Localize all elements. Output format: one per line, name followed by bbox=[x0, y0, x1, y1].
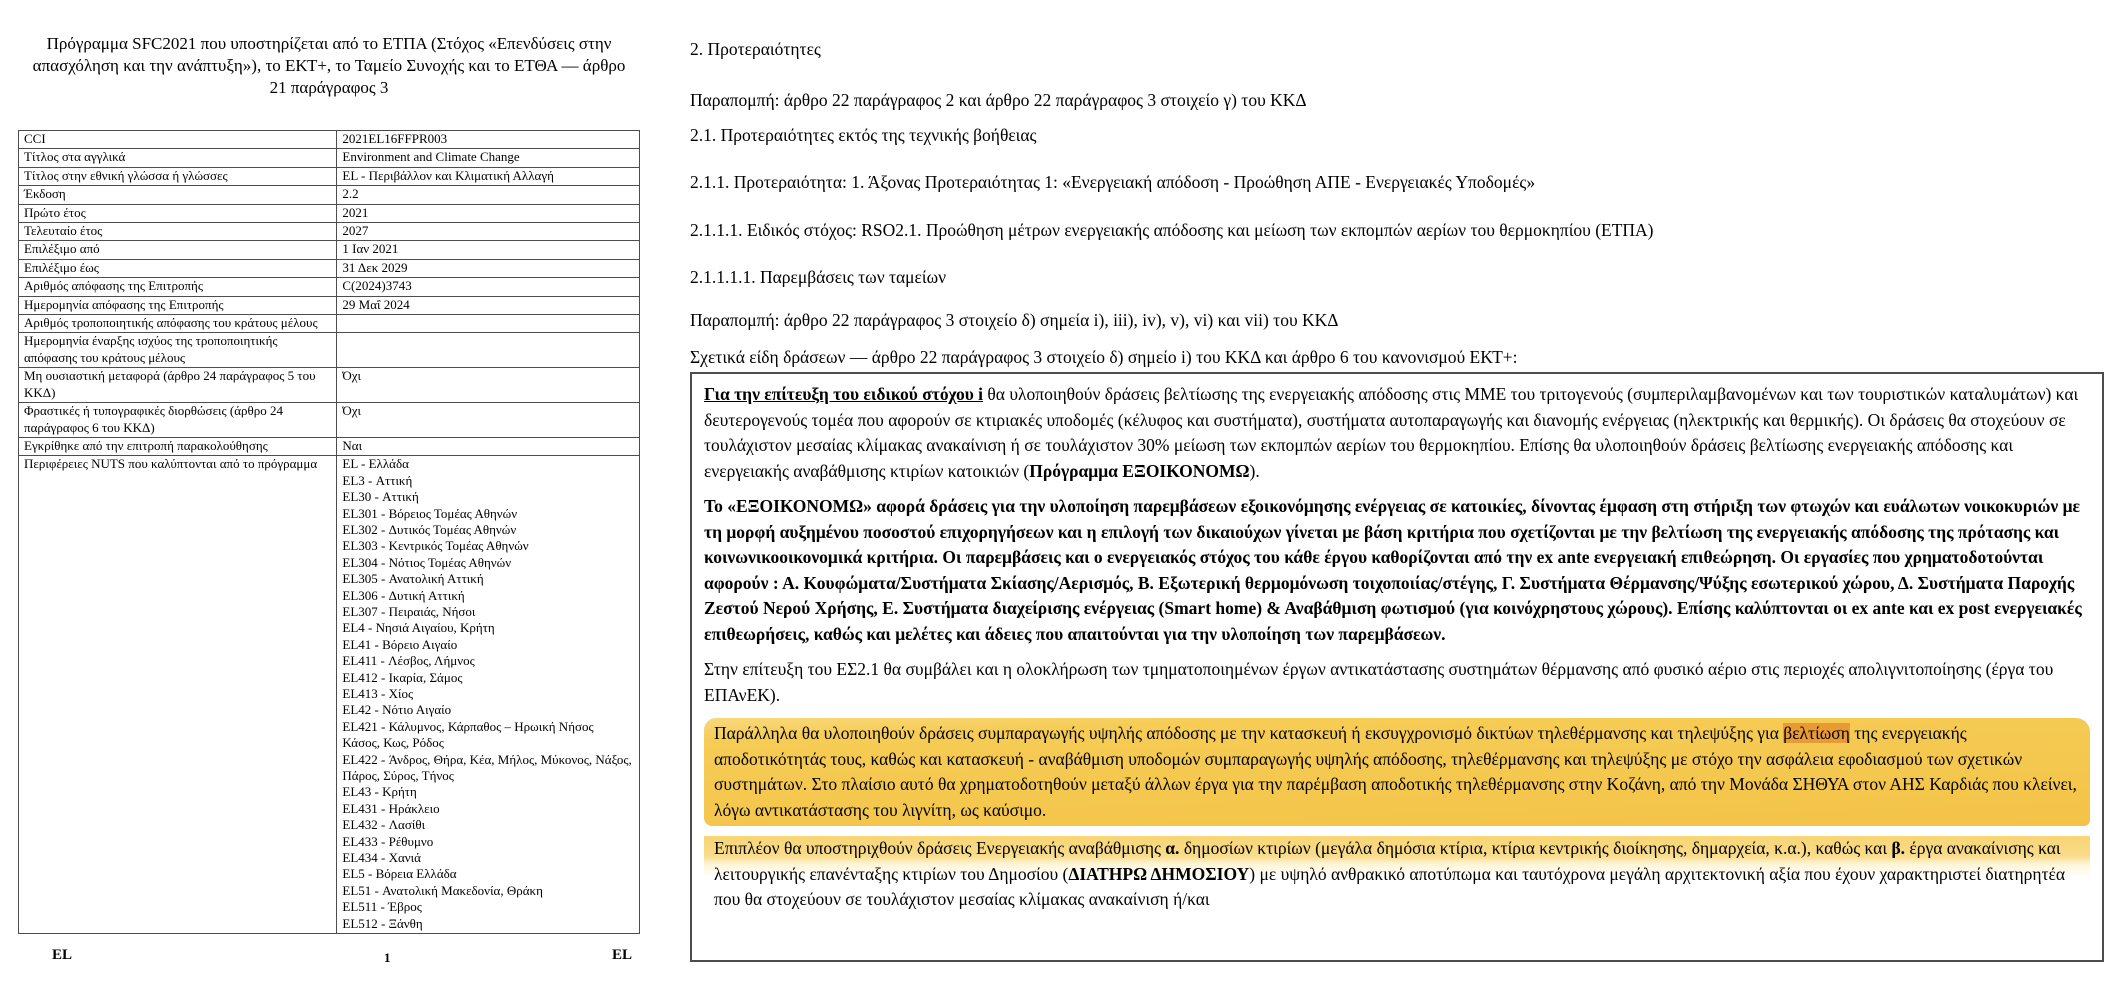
nuts-region: EL512 - Ξάνθη bbox=[342, 915, 423, 931]
nuts-region: EL302 - Δυτικός Τομέας Αθηνών bbox=[342, 521, 517, 537]
row-label: CCI bbox=[19, 131, 337, 149]
row-value: Όχι bbox=[337, 403, 640, 438]
row-label: Πρώτο έτος bbox=[19, 204, 337, 222]
row-label: Τίτλος στην εθνική γλώσσα ή γλώσσες bbox=[19, 167, 337, 185]
row-label: Αριθμός απόφασης της Επιτροπής bbox=[19, 278, 337, 296]
nuts-region: EL304 - Νότιος Τομέας Αθηνών bbox=[342, 554, 512, 570]
nuts-region: EL511 - Έβρος bbox=[342, 899, 422, 915]
row-label: Ημερομηνία απόφασης της Επιτροπής bbox=[19, 296, 337, 314]
row-value bbox=[337, 315, 640, 333]
row-value: Ναι bbox=[337, 437, 640, 455]
heading-specific-objective: 2.1.1.1. Ειδικός στόχος: RSO2.1. Προώθηση μέτρων ενεργειακής απόδοσης και μείωση των εκπομπών αερίων του θερμοκηπίου (ΕΤΠΑ) bbox=[690, 220, 1654, 240]
heading-action-types: Σχετικά είδη δράσεων — άρθρο 22 παράγραφος 3 στοιχείο δ) σημείο i) του ΚΚΔ και άρθρο 6 του κανονισμού ΕΚΤ+: bbox=[690, 347, 1518, 367]
table-row bbox=[19, 204, 640, 222]
nuts-region: EL42 - Νότιο Αιγαίο bbox=[342, 702, 452, 718]
row-value bbox=[337, 333, 640, 368]
paragraph-es21 bbox=[704, 657, 2090, 708]
info-table-body bbox=[19, 131, 640, 934]
nuts-region: EL51 - Ανατολική Μακεδονία, Θράκη bbox=[342, 882, 543, 898]
row-value: 2021 bbox=[337, 204, 640, 222]
nuts-region: EL411 - Λέσβος, Λήμνος bbox=[342, 653, 475, 669]
heading-priorities: 2. Προτεραιότητες bbox=[690, 39, 821, 59]
row-value: EL - Περιβάλλον και Κλιματική Αλλαγή bbox=[337, 167, 640, 185]
paragraph-es21-text: Στην επίτευξη του ΕΣ2.1 θα συμβάλει και η ολοκλήρωση των τμηματοποιημένων έργων αντικατάστασης συστημάτων θέρμανσης από φυσικό αέριο στις περιοχές απολιγνιτοποίησης (έργα του ΕΠΑνΕΚ). bbox=[704, 659, 2054, 705]
nuts-region: EL431 - Ηράκλειο bbox=[342, 800, 440, 816]
highlight-dark-word: βελτίωση bbox=[1783, 723, 1850, 743]
nuts-region: EL413 - Χίος bbox=[342, 686, 414, 701]
nuts-region: EL301 - Βόρειος Τομέας Αθηνών bbox=[342, 505, 518, 521]
p5-s2: δημοσίων κτιρίων (μεγάλα δημόσια κτίρια, κτίρια κεντρικής διοίκησης, δημαρχεία, κ.α.), καθώς και bbox=[1179, 838, 1892, 858]
nuts-region: EL306 - Δυτική Αττική bbox=[342, 587, 465, 603]
p5-alpha-bold: α. bbox=[1165, 838, 1180, 858]
nuts-region: EL3 - Αττική bbox=[342, 472, 413, 488]
nuts-region: EL433 - Ρέθυμνο bbox=[342, 833, 434, 849]
row-label: Περιφέρειες NUTS που καλύπτονται από το πρόγραμμα bbox=[19, 456, 337, 934]
table-row bbox=[19, 315, 640, 333]
nuts-region: EL4 - Νησιά Αιγαίου, Κρήτη bbox=[342, 620, 495, 636]
row-label: Εγκρίθηκε από την επιτροπή παρακολούθησης bbox=[19, 437, 337, 455]
right-page bbox=[690, 28, 2104, 962]
nuts-region: EL305 - Ανατολική Αττική bbox=[342, 571, 484, 587]
paragraph-objective-i bbox=[704, 382, 2090, 484]
p5-diatiro-bold: ΔΙΑΤΗΡΩ ΔΗΜΟΣΙΟΥ bbox=[1068, 863, 1250, 884]
row-value: Environment and Climate Change bbox=[337, 149, 640, 167]
table-row bbox=[19, 296, 640, 314]
paragraph-objective-i-tail: ). bbox=[1249, 460, 1260, 481]
heading-priority-1: 2.1.1. Προτεραιότητα: 1. Άξονας Προτεραιότητας 1: «Ενεργειακή απόδοση - Προώθηση ΑΠΕ - Ενεργειακές Υποδομές» bbox=[690, 172, 1536, 192]
highlighted-paragraph bbox=[704, 718, 2090, 826]
highlight-text-after: της ενεργειακής αποδοτικότητάς τους, καθώς και κατασκευή - αναβάθμιση υποδομών συμπαραγωγής υψηλής απόδοσης, τηλεθέρμανσης και τηλεψύξης με στόχο την ασφάλεια εφοδιασμού των σχετικών συστημάτων. Στο πλαίσιο αυτό θα χρηματοδοτηθούν μεταξύ άλλων έργα για την παρέμβαση αποδοτικής τηλεθέρμανσης στην Κοζάνη, από την Μονάδα ΣΗΘΥΑ στον ΑΗΣ Καρδιάς που κλείνει, λόγω αντικατάστασης του λιγνίτη, ως καύσιμο. bbox=[714, 723, 2077, 820]
row-value: 31 Δεκ 2029 bbox=[337, 259, 640, 277]
paragraph-objective-i-body: θα υλοποιηθούν δράσεις βελτίωσης της ενεργειακής απόδοσης στις ΜΜΕ του τριτογενούς (συμπεριλαμβανομένων και των τουριστικών καταλυμάτων) και δευτερογενούς τομέα που αφορούν σε κτιριακές υποδομές (κέλυφος και συστήματα), συστήματα αυτοπαραγωγής και διανομής ενέργειας (ηλεκτρικής και θερμικής). Οι δράσεις θα στοχεύουν σε τουλάχιστον μεσαίας κλίμακας ανακαίνιση ή σε τουλάχιστον 30% μείωση των εκπομπών αερίων του θερμοκηπίου. Επίσης θα υλοποιηθούν δράσεις βελτίωσης ενεργειακής απόδοσης και ενεργειακής αναβάθμισης κτιρίων κατοικιών ( bbox=[704, 384, 2079, 481]
table-row bbox=[19, 149, 640, 167]
row-value: 1 Ιαν 2021 bbox=[337, 241, 640, 259]
bold-underlined-lead: Για την επίτευξη του ειδικού στόχου i bbox=[704, 384, 984, 404]
row-label: Επιλέξιμο έως bbox=[19, 259, 337, 277]
nuts-region: EL41 - Βόρειο Αιγαίο bbox=[342, 636, 458, 652]
table-row bbox=[19, 278, 640, 296]
row-value: Όχι bbox=[337, 368, 640, 403]
p5-s3: έργα ανακαίνισης και λειτουργικής επανένταξης κτιρίων του Δημοσίου ( bbox=[714, 838, 2061, 884]
row-label: Έκδοση bbox=[19, 186, 337, 204]
row-value: 2021EL16FFPR003 bbox=[337, 131, 640, 149]
row-value bbox=[337, 456, 640, 934]
table-row bbox=[19, 167, 640, 185]
highlight-text-before: Παράλληλα θα υλοποιηθούν δράσεις συμπαραγωγής υψηλής απόδοσης με την κατασκευή ή εκσυγχρονισμό δικτύων τηλεθέρμανσης και τηλεψύξης για bbox=[714, 723, 1784, 743]
row-label: Τίτλος στα αγγλικά bbox=[19, 149, 337, 167]
program-exoikonomo-bold: Πρόγραμμα ΕΞΟΙΚΟΝΟΜΩ bbox=[1029, 460, 1250, 481]
reference-line-1: Παραπομπή: άρθρο 22 παράγραφος 2 και άρθρο 22 παράγραφος 3 στοιχείο γ) του ΚΚΔ bbox=[690, 90, 1307, 110]
heading-fund-interventions: 2.1.1.1.1. Παρεμβάσεις των ταμείων bbox=[690, 267, 947, 287]
table-row bbox=[19, 131, 640, 149]
nuts-region: EL5 - Βόρεια Ελλάδα bbox=[342, 866, 457, 882]
nuts-region: EL422 - Άνδρος, Θήρα, Κέα, Μήλος, Μύκονος, Νάξος, Πάρος, Σύρος, Τήνος bbox=[342, 751, 632, 784]
left-page bbox=[18, 33, 640, 934]
nuts-region: EL30 - Αττική bbox=[342, 489, 419, 505]
table-row bbox=[19, 333, 640, 368]
nuts-region: EL412 - Ικαρία, Σάμος bbox=[342, 669, 463, 685]
row-value: 2.2 bbox=[337, 186, 640, 204]
nuts-region: EL434 - Χανιά bbox=[342, 850, 421, 866]
footer-language-left: EL bbox=[52, 947, 73, 963]
p5-s1: Επιπλέον θα υποστηριχθούν δράσεις Ενεργειακής αναβάθμισης bbox=[714, 838, 1166, 858]
table-row bbox=[19, 403, 640, 438]
footer-language-right: EL bbox=[612, 947, 633, 963]
heading-priorities-non-ta: 2.1. Προτεραιότητες εκτός της τεχνικής βοήθειας bbox=[690, 125, 1037, 145]
p5-s4: ) με υψηλό ανθρακικό αποτύπωμα και ταυτόχρονα μεγάλη αρχιτεκτονική αξία που έχουν χαρακτηριστεί διατηρητέα που θα στοχεύουν σε τουλάχιστον μεσαίας κλίμακας ανακαίνιση ή/και bbox=[714, 863, 2066, 909]
action-types-text-box bbox=[690, 372, 2104, 962]
table-row bbox=[19, 223, 640, 241]
table-row bbox=[19, 186, 640, 204]
row-label: Μη ουσιαστική μεταφορά (άρθρο 24 παράγραφος 5 του ΚΚΔ) bbox=[19, 368, 337, 403]
table-row bbox=[19, 437, 640, 455]
row-value: C(2024)3743 bbox=[337, 278, 640, 296]
p5-beta-bold: β. bbox=[1891, 838, 1906, 858]
paragraph-exoikonomo-bold-text: Το «ΕΞΟΙΚΟΝΟΜΩ» αφορά δράσεις για την υλοποίηση παρεμβάσεων εξοικονόμησης ενέργειας σε κατοικίες, δίνοντας έμφαση στη στήριξη των φτωχών και ευάλωτων νοικοκυριών με τη μορφή αυξημένου ποσοστού επιχορηγήσεων και η επιλογή των δικαιούχων γίνεται με βάση κριτήρια που σχετίζονται με την βελτίωση της ενεργειακής απόδοσης της πρότασης και κοινωνικοοικονομικά κριτήρια. Οι παρεμβάσεις και ο ενεργειακός στόχος του κάθε έργου καθορίζονται από την ex ante ενεργειακή επιθεώρηση. Οι εργασίες που χρηματοδοτούνται αφορούν : Α. Κουφώματα/Συστήματα Σκίασης/Αερισμός, Β. Εξωτερική θερμομόνωση τοιχοποιίας/στέγης, Γ. Συστήματα Θέρμανσης/Ψύξης εσωτερικού χώρου, Δ. Συστήματα Παροχής Ζεστού Νερού Χρήσης, Ε. Συστήματα διαχείρισης ενέργειας (Smart home) & Αναβάθμιση φωτισμού (για κοινόχρηστους χώρους). Επίσης καλύπτονται οι ex ante και ex post ενεργειακές επιθεωρήσεις, καθώς και μελέτες και άδειες που απαιτούνται για την υλοποίηση των παρεμβάσεων. bbox=[704, 496, 2082, 644]
nuts-region: EL303 - Κεντρικός Τομέας Αθηνών bbox=[342, 538, 529, 554]
row-label: Επιλέξιμο από bbox=[19, 241, 337, 259]
table-row bbox=[19, 241, 640, 259]
document-title: Πρόγραμμα SFC2021 που υποστηρίζεται από το ΕΤΠΑ (Στόχος «Επενδύσεις στην απασχόληση και την ανάπτυξη»), το ΕΚΤ+, το Ταμείο Συνοχής και το ΕΤΘΑ — άρθρο 21 παράγραφος 3 bbox=[32, 34, 626, 97]
nuts-region: EL432 - Λασίθι bbox=[342, 817, 426, 833]
nuts-region: EL421 - Κάλυμνος, Κάρπαθος – Ηρωική Νήσος Κάσος, Κως, Ρόδος bbox=[342, 718, 594, 751]
table-row bbox=[19, 259, 640, 277]
footer-page-number: 1 bbox=[384, 950, 391, 965]
nuts-region: EL - Ελλάδα bbox=[342, 456, 409, 472]
nuts-region: EL43 - Κρήτη bbox=[342, 784, 417, 800]
table-row bbox=[19, 456, 640, 934]
reference-line-2: Παραπομπή: άρθρο 22 παράγραφος 3 στοιχείο δ) σημεία i), iii), iv), v), vi) και vii) του ΚΚΔ bbox=[690, 310, 1339, 330]
row-label: Αριθμός τροποποιητικής απόφασης του κράτους μέλους bbox=[19, 315, 337, 333]
row-label: Ημερομηνία έναρξης ισχύος της τροποποιητικής απόφασης του κράτους μέλους bbox=[19, 333, 337, 368]
paragraph-exoikonomo bbox=[704, 494, 2090, 647]
paragraph-energy-upgrade bbox=[704, 836, 2090, 913]
nuts-region: EL307 - Πειραιάς, Νήσοι bbox=[342, 603, 476, 619]
row-value: 2027 bbox=[337, 223, 640, 241]
row-label: Φραστικές ή τυπογραφικές διορθώσεις (άρθρο 24 παράγραφος 6 του ΚΚΔ) bbox=[19, 403, 337, 438]
program-info-table bbox=[18, 130, 640, 934]
table-row bbox=[19, 368, 640, 403]
row-value: 29 Μαΐ 2024 bbox=[337, 296, 640, 314]
row-label: Τελευταίο έτος bbox=[19, 223, 337, 241]
